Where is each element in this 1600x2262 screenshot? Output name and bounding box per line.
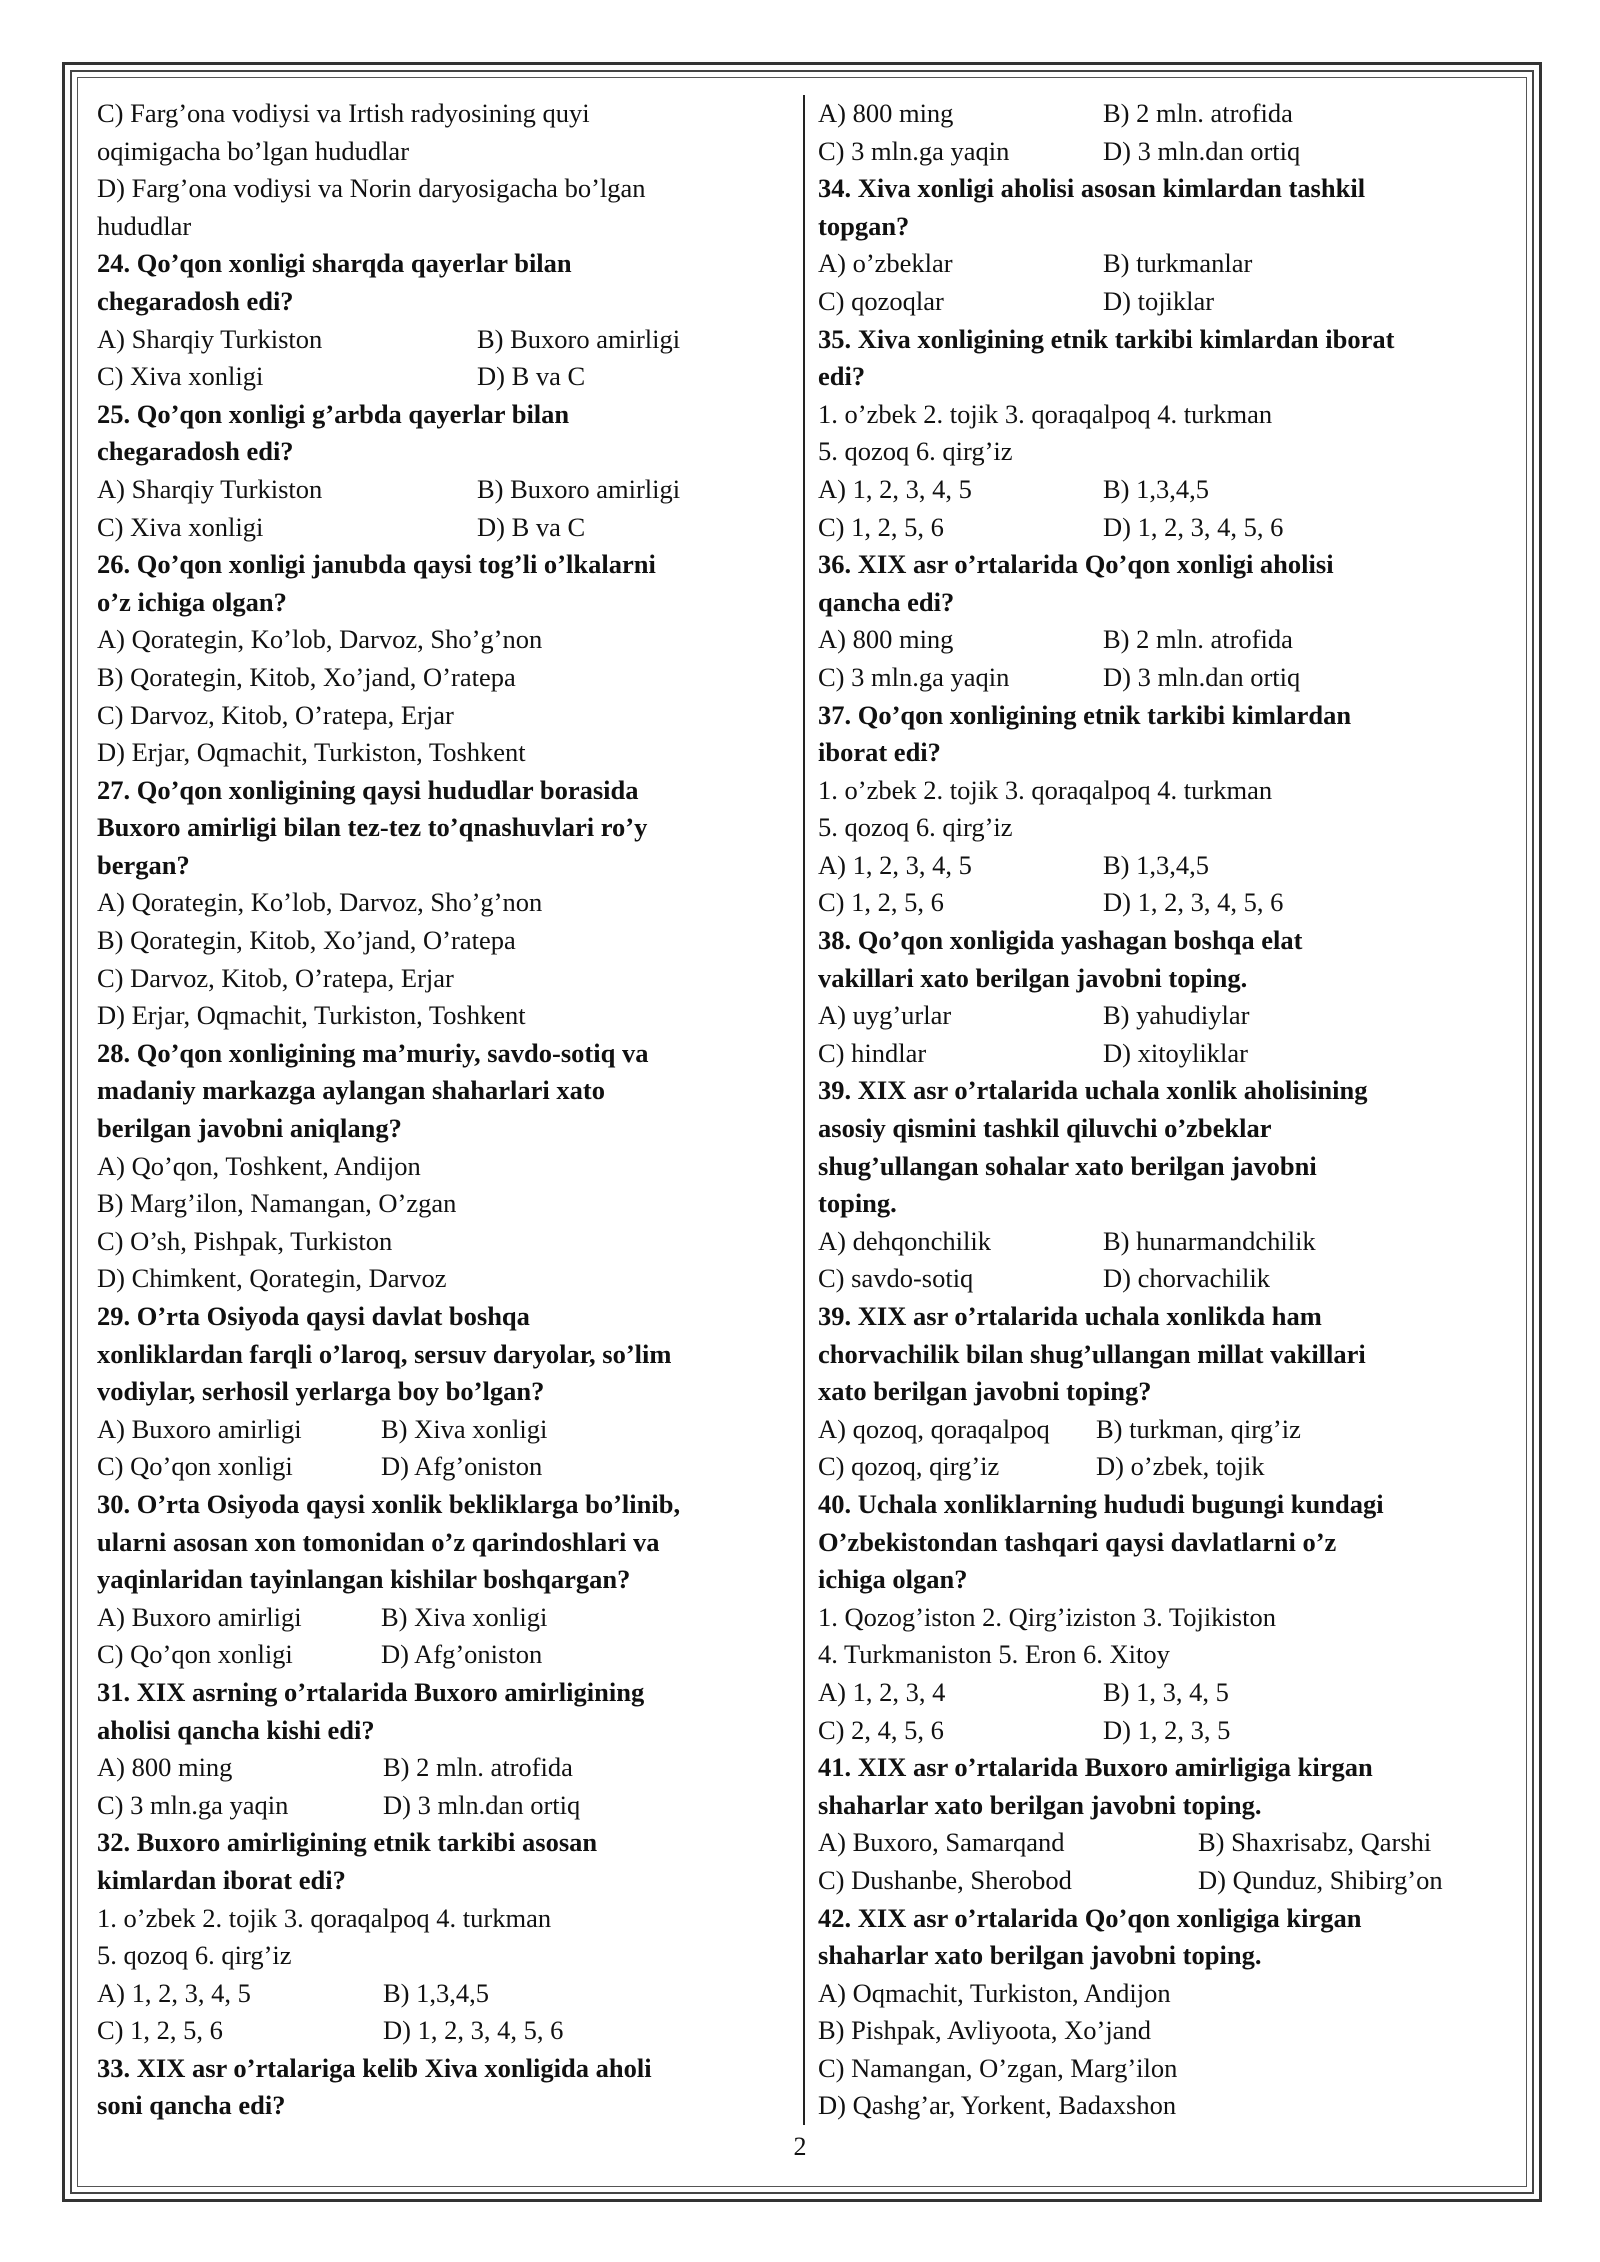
answer-option: B) 1, 3, 4, 5: [1103, 1676, 1229, 1707]
question-text: yaqinlaridan tayinlangan kishilar boshqargan?: [97, 1564, 631, 1595]
answer-option: C) Qo’qon xonligi: [97, 1639, 293, 1670]
answer-line: 5. qozoq 6. qirg’iz: [818, 436, 1013, 467]
answer-options-row: [97, 1787, 787, 1825]
answer-option: B) 2 mln. atrofida: [1103, 98, 1293, 128]
answer-option: D) Qunduz, Shibirg’on: [1198, 1864, 1443, 1895]
answer-option: B) Xiva xonligi: [381, 1413, 548, 1444]
question-text: bergan?: [97, 849, 190, 880]
answer-options-row: [818, 1411, 1518, 1449]
answer-options-row: [97, 1975, 787, 2013]
answer-line: C) Namangan, O’zgan, Marg’ilon: [818, 2052, 1178, 2083]
answer-option: C) hindlar: [818, 1037, 927, 1068]
answer-line: A) Oqmachit, Turkiston, Andijon: [818, 1977, 1171, 2008]
question-text: chegaradosh edi?: [97, 436, 294, 467]
answer-option: B) 2 mln. atrofida: [1103, 624, 1293, 655]
question-text: 27. Qo’qon xonligining qaysi hududlar borasida: [97, 774, 639, 805]
answer-option: B) Shaxrisabz, Qarshi: [1198, 1827, 1432, 1858]
column-divider: [803, 95, 805, 2125]
answer-option: B) 1,3,4,5: [383, 1977, 489, 2008]
question-text: 35. Xiva xonligining etnik tarkibi kimlardan iborat: [818, 323, 1395, 354]
answer-option: C) 1, 2, 5, 6: [818, 887, 944, 918]
question-text: berilgan javobni aniqlang?: [97, 1113, 402, 1144]
question-text: 39. XIX asr o’rtalarida uchala xonlik aholisining: [818, 1075, 1368, 1106]
question-text: 31. XIX asrning o’rtalarida Buxoro amirligining: [97, 1676, 645, 1707]
answer-option: B) 1,3,4,5: [1103, 473, 1209, 504]
question-text: madaniy markazga aylangan shaharlari xato: [97, 1075, 605, 1106]
question-text: xato berilgan javobni toping?: [818, 1376, 1152, 1407]
question-text: ichiga olgan?: [818, 1564, 968, 1595]
answer-line: D) Erjar, Oqmachit, Turkiston, Toshkent: [97, 1000, 526, 1031]
answer-options-row: [97, 1411, 787, 1449]
answer-option: D) xitoyliklar: [1103, 1037, 1248, 1068]
answer-line: B) Qorategin, Kitob, Xo’jand, O’ratepa: [97, 925, 516, 956]
answer-option: B) turkman, qirg’iz: [1096, 1413, 1301, 1444]
answer-option: A) o’zbeklar: [818, 248, 953, 279]
question-text: chorvachilik bilan shug’ullangan millat vakillari: [818, 1338, 1366, 1369]
answer-options-row: [818, 1674, 1518, 1712]
answer-option: B) Buxoro amirligi: [477, 323, 681, 354]
answer-options-row: [818, 1824, 1518, 1862]
answer-option: C) 3 mln.ga yaqin: [818, 661, 1010, 692]
answer-options-row: [97, 1448, 787, 1486]
answer-line: D) Farg’ona vodiysi va Norin daryosigacha bo’lgan: [97, 173, 646, 204]
answer-options-row: [97, 1636, 787, 1674]
answer-option: D) 3 mln.dan ortiq: [383, 1789, 581, 1820]
answer-line: C) Darvoz, Kitob, O’ratepa, Erjar: [97, 962, 454, 993]
question-text: soni qancha edi?: [97, 2090, 286, 2121]
answer-options-row: [818, 133, 1518, 171]
answer-line: 1. o’zbek 2. tojik 3. qoraqalpoq 4. turkman: [818, 774, 1273, 805]
question-text: Buxoro amirligi bilan tez-tez to’qnashuvlari ro’y: [97, 812, 648, 843]
answer-line: 1. o’zbek 2. tojik 3. qoraqalpoq 4. turkman: [818, 398, 1273, 429]
question-text: vakillari xato berilgan javobni toping.: [818, 962, 1248, 993]
question-text: qancha edi?: [818, 586, 955, 617]
answer-option: C) qozoqlar: [818, 285, 944, 316]
question-text: chegaradosh edi?: [97, 285, 294, 316]
answer-line: C) Farg’ona vodiysi va Irtish radyosining quyi: [97, 98, 590, 128]
question-text: 26. Qo’qon xonligi janubda qaysi tog’li o’lkalarni: [97, 549, 656, 580]
answer-line: D) Chimkent, Qorategin, Darvoz: [97, 1263, 447, 1294]
question-text: 40. Uchala xonliklarning hududi bugungi kundagi: [818, 1488, 1384, 1519]
answer-options-row: [97, 509, 787, 547]
answer-option: B) 2 mln. atrofida: [383, 1752, 573, 1783]
question-text: ularni asosan xon tomonidan o’z qarindoshlari va: [97, 1526, 660, 1557]
answer-option: C) Xiva xonligi: [97, 511, 264, 542]
question-text: toping.: [818, 1188, 897, 1219]
answer-options-row: [818, 283, 1518, 321]
answer-option: A) 1, 2, 3, 4, 5: [818, 849, 972, 880]
answer-option: A) Buxoro amirligi: [97, 1601, 302, 1632]
answer-options-row: [818, 1223, 1518, 1261]
answer-options-row: [818, 1712, 1518, 1750]
answer-options-row: [97, 2012, 787, 2050]
question-text: asosiy qismini tashkil qiluvchi o’zbeklar: [818, 1113, 1272, 1144]
answer-line: hududlar: [97, 210, 192, 241]
left-column: [97, 95, 787, 2125]
question-text: 24. Qo’qon xonligi sharqda qayerlar bilan: [97, 248, 572, 279]
answer-option: C) Dushanbe, Sherobod: [818, 1864, 1072, 1895]
answer-option: C) Qo’qon xonligi: [97, 1451, 293, 1482]
answer-option: C) 1, 2, 5, 6: [818, 511, 944, 542]
question-text: 37. Qo’qon xonligining etnik tarkibi kimlardan: [818, 699, 1352, 730]
answer-option: B) Xiva xonligi: [381, 1601, 548, 1632]
question-text: 34. Xiva xonligi aholisi asosan kimlardan tashkil: [818, 173, 1366, 204]
question-text: 29. O’rta Osiyoda qaysi davlat boshqa: [97, 1301, 530, 1331]
question-text: 41. XIX asr o’rtalarida Buxoro amirligiga kirgan: [818, 1752, 1373, 1783]
answer-option: D) 3 mln.dan ortiq: [1103, 661, 1301, 692]
answer-options-row: [818, 621, 1518, 659]
answer-option: A) 800 ming: [97, 1752, 233, 1783]
answer-options-row: [97, 1599, 787, 1637]
answer-line: oqimigacha bo’lgan hududlar: [97, 135, 410, 166]
answer-line: C) Darvoz, Kitob, O’ratepa, Erjar: [97, 699, 454, 730]
answer-option: B) Buxoro amirligi: [477, 473, 681, 504]
answer-line: C) O’sh, Pishpak, Turkiston: [97, 1225, 393, 1256]
answer-options-row: [818, 884, 1518, 922]
answer-option: D) B va C: [477, 361, 586, 392]
answer-option: A) 800 ming: [818, 624, 954, 655]
answer-line: A) Qorategin, Ko’lob, Darvoz, Sho’g’non: [97, 887, 543, 918]
answer-option: D) chorvachilik: [1103, 1263, 1271, 1294]
answer-line: A) Qorategin, Ko’lob, Darvoz, Sho’g’non: [97, 624, 543, 655]
answer-options-row: [97, 358, 787, 396]
question-text: 42. XIX asr o’rtalarida Qo’qon xonligiga kirgan: [818, 1902, 1362, 1933]
answer-option: D) tojiklar: [1103, 285, 1215, 316]
answer-option: D) 1, 2, 3, 5: [1103, 1714, 1231, 1745]
answer-option: D) 1, 2, 3, 4, 5, 6: [1103, 887, 1284, 918]
question-text: 30. O’rta Osiyoda qaysi xonlik bekliklarga bo’linib,: [97, 1488, 681, 1519]
answer-line: B) Qorategin, Kitob, Xo’jand, O’ratepa: [97, 661, 516, 692]
answer-option: A) Buxoro amirligi: [97, 1413, 302, 1444]
answer-option: D) 1, 2, 3, 4, 5, 6: [383, 2015, 564, 2046]
answer-line: 5. qozoq 6. qirg’iz: [818, 812, 1013, 843]
question-text: 25. Qo’qon xonligi g’arbda qayerlar bilan: [97, 398, 570, 429]
answer-option: A) Sharqiy Turkiston: [97, 323, 323, 354]
answer-line: D) Qashg’ar, Yorkent, Badaxshon: [818, 2090, 1177, 2121]
answer-option: D) Afg’oniston: [381, 1451, 543, 1482]
answer-options-row: [818, 95, 1518, 133]
question-text: o’z ichiga olgan?: [97, 586, 287, 617]
answer-option: B) yahudiylar: [1103, 1000, 1250, 1031]
answer-option: D) 3 mln.dan ortiq: [1103, 135, 1301, 166]
answer-option: A) Buxoro, Samarqand: [818, 1827, 1065, 1858]
question-text: O’zbekistondan tashqari qaysi davlatlarni o’z: [818, 1526, 1337, 1557]
answer-line: B) Marg’ilon, Namangan, O’zgan: [97, 1188, 457, 1219]
answer-options-row: [818, 1035, 1518, 1073]
answer-option: C) 1, 2, 5, 6: [97, 2015, 223, 2046]
question-text: 33. XIX asr o’rtalariga kelib Xiva xonligida aholi: [97, 2052, 652, 2083]
answer-options-row: [818, 1862, 1518, 1900]
answer-option: C) 2, 4, 5, 6: [818, 1714, 944, 1745]
question-text: 36. XIX asr o’rtalarida Qo’qon xonligi aholisi: [818, 549, 1334, 580]
answer-option: B) turkmanlar: [1103, 248, 1253, 279]
question-text: 39. XIX asr o’rtalarida uchala xonlikda ham: [818, 1301, 1322, 1331]
answer-option: C) 3 mln.ga yaqin: [97, 1789, 289, 1820]
answer-options-row: [818, 847, 1518, 885]
answer-option: D) B va C: [477, 511, 586, 542]
answer-options-row: [818, 1260, 1518, 1298]
answer-option: C) qozoq, qirg’iz: [818, 1451, 1000, 1482]
question-text: 32. Buxoro amirligining etnik tarkibi asosan: [97, 1827, 598, 1858]
answer-option: D) Afg’oniston: [381, 1639, 543, 1670]
question-text: 38. Qo’qon xonligida yashagan boshqa elat: [818, 925, 1303, 956]
answer-line: 5. qozoq 6. qirg’iz: [97, 1940, 292, 1971]
answer-line: B) Pishpak, Avliyoota, Xo’jand: [818, 2015, 1151, 2046]
answer-option: A) 1, 2, 3, 4: [818, 1676, 946, 1707]
answer-option: A) 800 ming: [818, 98, 954, 128]
question-text: shaharlar xato berilgan javobni toping.: [818, 1789, 1262, 1820]
question-text: shaharlar xato berilgan javobni toping.: [818, 1940, 1262, 1971]
page-number: 2: [793, 2132, 807, 2161]
question-text: topgan?: [818, 210, 910, 241]
answer-option: A) 1, 2, 3, 4, 5: [818, 473, 972, 504]
answer-option: A) qozoq, qoraqalpoq: [818, 1413, 1050, 1444]
answer-options-row: [818, 659, 1518, 697]
answer-option: D) o’zbek, tojik: [1096, 1451, 1265, 1482]
question-text: xonliklardan farqli o’laroq, sersuv daryolar, so’lim: [97, 1338, 672, 1369]
answer-options-row: [818, 245, 1518, 283]
answer-option: B) 1,3,4,5: [1103, 849, 1209, 880]
answer-option: C) 3 mln.ga yaqin: [818, 135, 1010, 166]
answer-options-row: [818, 471, 1518, 509]
question-text: iborat edi?: [818, 737, 941, 768]
right-column: [818, 95, 1518, 2125]
answer-option: A) 1, 2, 3, 4, 5: [97, 1977, 251, 2008]
answer-options-row: [97, 321, 787, 359]
question-text: 28. Qo’qon xonligining ma’muriy, savdo-sotiq va: [97, 1037, 649, 1068]
question-text: aholisi qancha kishi edi?: [97, 1714, 375, 1745]
answer-option: D) 1, 2, 3, 4, 5, 6: [1103, 511, 1284, 542]
question-text: kimlardan iborat edi?: [97, 1864, 346, 1895]
answer-option: B) hunarmandchilik: [1103, 1225, 1316, 1256]
answer-line: A) Qo’qon, Toshkent, Andijon: [97, 1150, 421, 1181]
answer-option: A) dehqonchilik: [818, 1225, 991, 1256]
answer-options-row: [818, 1448, 1518, 1486]
answer-option: C) Xiva xonligi: [97, 361, 264, 392]
question-text: shug’ullangan sohalar xato berilgan javobni: [818, 1150, 1317, 1181]
answer-line: D) Erjar, Oqmachit, Turkiston, Toshkent: [97, 737, 526, 768]
answer-line: 1. o’zbek 2. tojik 3. qoraqalpoq 4. turkman: [97, 1902, 552, 1933]
answer-options-row: [97, 1749, 787, 1787]
question-text: edi?: [818, 361, 866, 392]
answer-line: 1. Qozog’iston 2. Qirg’iziston 3. Tojikiston: [818, 1601, 1276, 1632]
answer-option: A) uyg’urlar: [818, 1000, 952, 1031]
question-text: vodiylar, serhosil yerlarga boy bo’lgan?: [97, 1376, 545, 1407]
answer-option: A) Sharqiy Turkiston: [97, 473, 323, 504]
answer-options-row: [97, 471, 787, 509]
answer-options-row: [818, 997, 1518, 1035]
answer-option: C) savdo-sotiq: [818, 1263, 974, 1294]
answer-options-row: [818, 509, 1518, 547]
answer-line: 4. Turkmaniston 5. Eron 6. Xitoy: [818, 1639, 1170, 1670]
